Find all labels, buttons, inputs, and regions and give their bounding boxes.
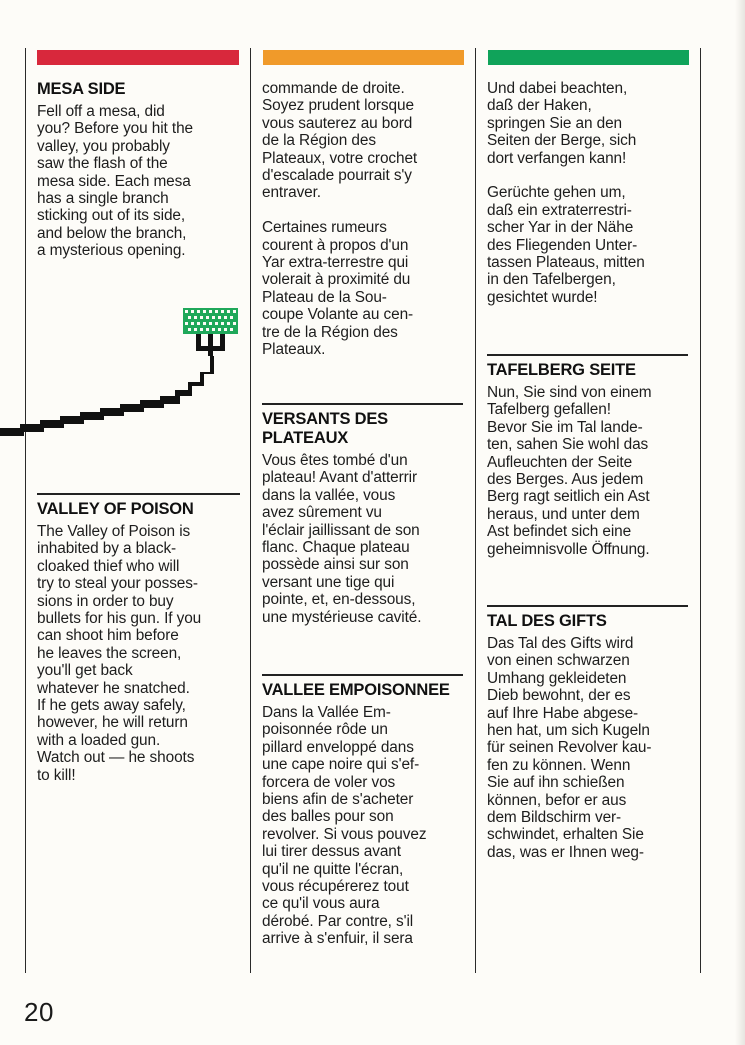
tal-rule bbox=[487, 605, 688, 607]
tal-heading: TAL DES GIFTS bbox=[487, 612, 607, 630]
valley-of-poison-text: The Valley of Poison is inhabited by a black- cloaked thief who will try to steal your posses- sions in order to buy bullets for his gun. If you can shoot him before he leaves the screen, you'll get back whatever he snatched. If he gets away safely, however, he will return with a loaded gun. Watch out — he shoots to kill! bbox=[37, 523, 202, 784]
valley-of-poison-rule bbox=[37, 493, 240, 495]
column-divider-2 bbox=[250, 48, 251, 973]
mesa-side-icon bbox=[0, 356, 214, 440]
page-number: 20 bbox=[24, 997, 54, 1027]
column-divider-1 bbox=[25, 48, 26, 973]
column-divider-4 bbox=[700, 48, 701, 973]
french-color-bar bbox=[263, 50, 464, 65]
tree-trunk-icon bbox=[196, 334, 225, 356]
tafelberg-rule bbox=[487, 354, 688, 356]
page-edge-shadow bbox=[735, 0, 745, 1045]
french-versants-section bbox=[262, 410, 472, 626]
vallee-heading: VALLEE EMPOISONNEE bbox=[262, 681, 450, 699]
tafelberg-text: Nun, Sie sind von einem Tafelberg gefallen! Bevor Sie im Tal lande- ten, sahen Sie wohl das Aufleuchten der Seite des Berges. Aus jedem Berg ragt seitlich ein Ast heraus, und unter dem Ast befindet sich eine geheimnisvolle Öffnung. bbox=[487, 384, 652, 558]
vallee-text: Dans la Vallée Em- poisonnée rôde un pillard enveloppé dans une cape noire qui s'ef- forcera de voler vos biens afin de s'acheter des balles pour son revolver. Si vous pouvez lui tirer dessus avant qu'il ne quitte l'écran, vous récupérerez tout ce qu'il vous aura dérobé. Par contre, s'il arrive à s'enfuir, il sera bbox=[262, 704, 427, 948]
english-color-bar bbox=[37, 50, 239, 65]
mesa-side-heading: MESA SIDE bbox=[37, 80, 126, 98]
german-tal-section bbox=[487, 612, 697, 861]
column-divider-3 bbox=[475, 48, 476, 973]
versants-heading: VERSANTS DES PLATEAUX bbox=[262, 410, 388, 447]
french-continuation bbox=[262, 80, 472, 359]
mesa-side-text: Fell off a mesa, did you? Before you hit the valley, you probably saw the flash of the mesa side. Each mesa has a single branch sticking out of its side, and below the branch, a mysterious opening. bbox=[37, 103, 193, 260]
german-color-bar bbox=[488, 50, 689, 65]
german-continuation-text: Und dabei beachten, daß der Haken, springen Sie an den Seiten der Berge, sich dort verfangen kann! Gerüchte gehen um, daß ein extraterrestri- scher Yar in der Nähe des Fliegenden Unter- tassen Plateaus, mitten in den Tafelbergen, gesichtet wurde! bbox=[487, 80, 645, 306]
french-vallee-section bbox=[262, 681, 472, 948]
german-tafelberg-section bbox=[487, 361, 697, 558]
vallee-rule bbox=[262, 674, 463, 676]
french-continuation-text: commande de droite. Soyez prudent lorsque vous sauterez au bord de la Région des Plateaux, votre crochet d'escalade pourrait s'y entraver. Certaines rumeurs courent à propos d'un Yar extra-terrestre qui volerait à proximité du Plateau de la Sou- coupe Volante au cen- tre de la Région des Plateaux. bbox=[262, 80, 418, 359]
english-valley-section bbox=[37, 500, 247, 784]
valley-of-poison-heading: VALLEY OF POISON bbox=[37, 500, 194, 518]
versants-text: Vous êtes tombé d'un plateau! Avant d'atterrir dans la vallée, vous avez sûrement vu l'éclair jaillissant de son flanc. Chaque plateau possède ainsi sur son versant une tige qui pointe, et, en-dessous, une mystérieuse cavité. bbox=[262, 452, 422, 626]
tafelberg-heading: TAFELBERG SEITE bbox=[487, 361, 636, 379]
tal-text: Das Tal des Gifts wird von einen schwarzen Umhang gekleideten Dieb bewohnt, der es auf Ihre Habe abgese- hen hat, um sich Kugeln für seinen Revolver kau- fen zu können. Wenn Sie auf ihn schießen können, befor er aus dem Bildschirm ver- schwindet, erhalten Sie das, was er Ihnen weg- bbox=[487, 635, 652, 861]
german-continuation bbox=[487, 80, 697, 306]
mesa-side-with-tree-icon bbox=[0, 300, 245, 440]
versants-rule bbox=[262, 403, 463, 405]
english-mesa-side-section bbox=[37, 80, 245, 260]
